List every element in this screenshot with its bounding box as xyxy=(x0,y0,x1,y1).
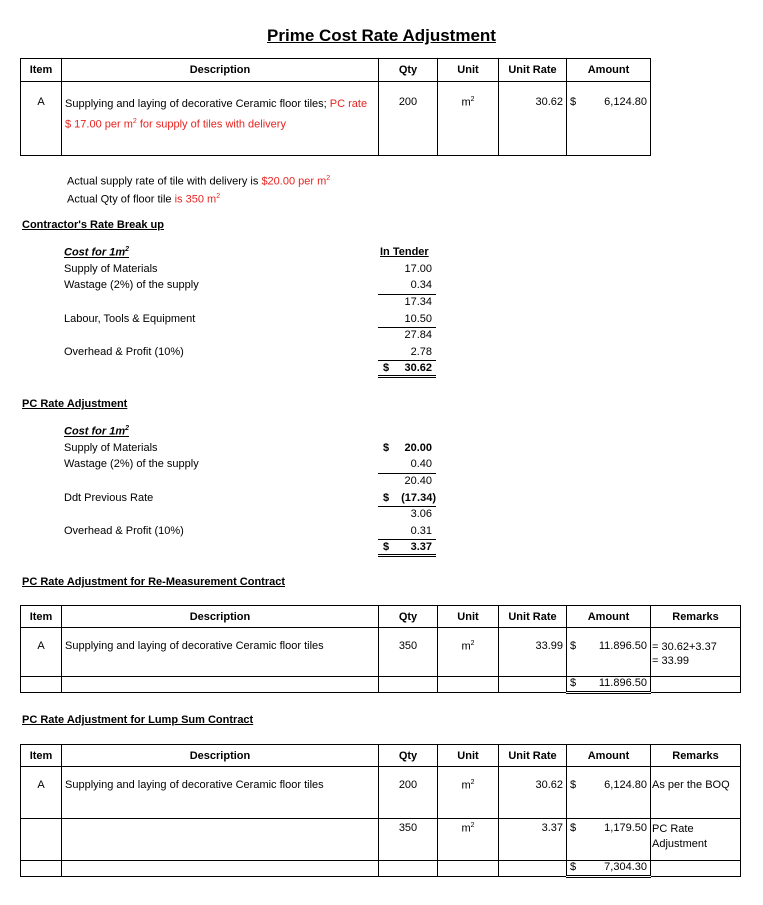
item-amount: $ 6,124.80 xyxy=(567,767,651,819)
header-qty: Qty xyxy=(379,606,438,628)
boq-table xyxy=(20,58,651,156)
pc-heading: PC Rate Adjustment xyxy=(22,398,128,410)
contractor-wastage-label: Wastage (2%) of the supply xyxy=(64,279,199,291)
note-actual-qty: Actual Qty of floor tile is 350 $m^2$ xyxy=(67,193,221,206)
header-unit: Unit xyxy=(438,606,499,628)
subtotal-rule xyxy=(378,327,436,328)
in-tender-heading: In Tender xyxy=(380,246,429,258)
header-remarks: Remarks xyxy=(651,745,741,767)
subtotal-rule xyxy=(378,294,436,295)
item-amount: $ 6,124.80 xyxy=(567,82,651,156)
contractor-subtotal-1: 17.34 xyxy=(404,296,432,308)
item-unit: $m^2$ xyxy=(438,82,499,156)
pc-subtotal-1: 20.40 xyxy=(404,475,432,487)
header-remarks: Remarks xyxy=(651,606,741,628)
contractor-total: 30.62 xyxy=(404,362,432,374)
header-unit: Unit xyxy=(438,745,499,767)
remeasure-table xyxy=(20,605,741,694)
header-qty: Qty xyxy=(379,745,438,767)
total-rule xyxy=(378,539,436,540)
item-amount: $ 1,179.50 xyxy=(567,819,651,861)
table-row xyxy=(21,82,651,156)
item-unit: $m^2$ xyxy=(438,767,499,819)
item-code: A xyxy=(21,82,62,156)
pc-ddt-dollar: $ xyxy=(383,492,390,504)
pc-supply-label: Supply of Materials xyxy=(64,442,158,454)
item-qty: 200 xyxy=(379,767,438,819)
double-rule xyxy=(378,556,436,557)
contractor-wastage-value: 0.34 xyxy=(410,279,432,291)
header-amount: Amount xyxy=(567,745,651,767)
double-rule xyxy=(378,554,436,555)
contractor-overhead-label: Overhead & Profit (10%) xyxy=(64,346,184,358)
header-amount: Amount xyxy=(567,606,651,628)
item-unit: $m^2$ xyxy=(438,628,499,677)
item-remarks: = 30.62+3.37 = 33.99 xyxy=(651,628,741,677)
pc-supply-value: 20.00 xyxy=(404,442,432,454)
pc-overhead-value: 0.31 xyxy=(410,525,432,537)
contractor-overhead-value: 2.78 xyxy=(410,346,432,358)
header-description: Description xyxy=(62,745,379,767)
pc-wastage-label: Wastage (2%) of the supply xyxy=(64,458,199,470)
header-item: Item xyxy=(21,606,62,628)
contractor-labour-label: Labour, Tools & Equipment xyxy=(64,313,196,325)
item-remarks: PC Rate Adjustment xyxy=(651,819,741,861)
item-remarks: As per the BOQ xyxy=(651,767,741,819)
item-code: A xyxy=(21,628,62,677)
item-unit: $m^2$ xyxy=(438,819,499,861)
item-code: A xyxy=(21,767,62,819)
header-item: Item xyxy=(21,59,62,82)
page-title: Prime Cost Rate Adjustment xyxy=(267,26,496,45)
double-rule xyxy=(378,375,436,376)
pc-overhead-label: Overhead & Profit (10%) xyxy=(64,525,184,537)
contractor-supply-label: Supply of Materials xyxy=(64,263,158,275)
pc-supply-dollar: $ xyxy=(383,442,390,454)
item-description: Supplying and laying of decorative Ceramic floor tiles; PC rate $ 17.00 per $m^2$ for supply of tiles with delivery xyxy=(62,82,379,156)
item-unit-rate: 33.99 xyxy=(499,628,567,677)
item-qty: 350 xyxy=(379,628,438,677)
item-unit-rate: 30.62 xyxy=(499,82,567,156)
pc-cost-label: Cost for $1m^2$ xyxy=(64,425,130,438)
double-rule xyxy=(378,377,436,378)
header-description: Description xyxy=(62,59,379,82)
contractor-supply-value: 17.00 xyxy=(404,263,432,275)
item-description: Supplying and laying of decorative Ceramic floor tiles xyxy=(62,628,379,677)
contractor-total-dollar: $ xyxy=(383,362,390,374)
header-unit-rate: Unit Rate xyxy=(499,59,567,82)
pc-total: 3.37 xyxy=(410,541,432,553)
contractor-subtotal-2: 27.84 xyxy=(404,329,432,341)
item-amount: $ 11.896.50 xyxy=(567,628,651,677)
total-amount: $ 7,304.30 xyxy=(567,861,651,877)
item-description: Supplying and laying of decorative Ceramic floor tiles xyxy=(62,767,379,819)
contractor-cost-label: Cost for $1m^2$ xyxy=(64,246,130,259)
header-amount: Amount xyxy=(567,59,651,82)
total-amount: $ 11.896.50 xyxy=(567,677,651,693)
header-item: Item xyxy=(21,745,62,767)
header-unit: Unit xyxy=(438,59,499,82)
total-rule xyxy=(378,360,436,361)
header-unit-rate: Unit Rate xyxy=(499,745,567,767)
subtotal-rule xyxy=(378,506,436,507)
item-qty: 350 xyxy=(379,819,438,861)
contractor-labour-value: 10.50 xyxy=(404,313,432,325)
pc-wastage-value: 0.40 xyxy=(410,458,432,470)
remeasure-heading: PC Rate Adjustment for Re-Measurement Contract xyxy=(22,576,286,588)
pc-total-dollar: $ xyxy=(383,541,390,553)
pc-subtotal-2: 3.06 xyxy=(410,508,432,520)
contractor-heading: Contractor's Rate Break up xyxy=(22,219,164,231)
item-unit-rate: 3.37 xyxy=(499,819,567,861)
lumpsum-table xyxy=(20,744,741,878)
total-row xyxy=(21,677,741,693)
item-qty: 200 xyxy=(379,82,438,156)
note-actual-rate: Actual supply rate of tile with delivery is $20.00 per $m^2$ xyxy=(67,175,331,188)
header-unit-rate: Unit Rate xyxy=(499,606,567,628)
table-row xyxy=(21,819,741,861)
total-row xyxy=(21,861,741,877)
header-qty: Qty xyxy=(379,59,438,82)
pc-ddt-value: (17.34) xyxy=(401,492,436,504)
pc-ddt-label: Ddt Previous Rate xyxy=(64,492,154,504)
subtotal-rule xyxy=(378,473,436,474)
header-description: Description xyxy=(62,606,379,628)
table-row xyxy=(21,628,741,677)
table-row xyxy=(21,767,741,819)
item-unit-rate: 30.62 xyxy=(499,767,567,819)
lumpsum-heading: PC Rate Adjustment for Lump Sum Contract xyxy=(22,714,254,726)
